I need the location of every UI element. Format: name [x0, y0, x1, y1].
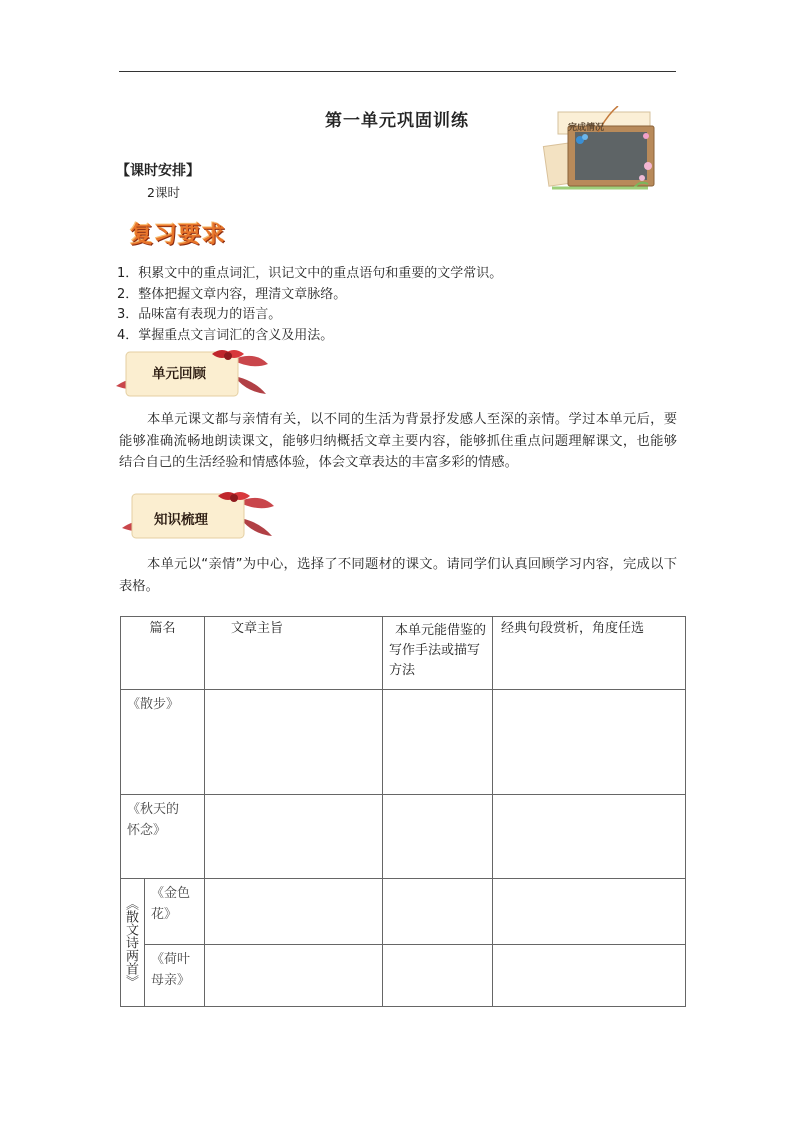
unit-review-label: 单元回顾 — [152, 366, 206, 382]
header-appreciation-cell — [493, 617, 686, 690]
knowledge-label: 知识梳理 — [154, 512, 208, 528]
group-title: 《散文诗两首》 — [123, 897, 138, 988]
table-row — [121, 879, 686, 945]
schedule-label: 【课时安排】 — [116, 163, 200, 179]
review-heading: 复习要求 — [130, 221, 226, 248]
theme-answer-cell[interactable] — [205, 795, 383, 879]
row-title: 《金色花》 — [151, 886, 191, 922]
table-header-row — [121, 617, 686, 690]
technique-answer-cell[interactable] — [383, 879, 493, 945]
table-row — [121, 795, 686, 879]
progress-badge — [538, 106, 662, 194]
group-title-cell — [121, 879, 145, 1007]
requirement-item: 2．整体把握文章内容，理清文章脉络。 — [117, 287, 347, 302]
title-cell — [121, 690, 205, 795]
requirement-item: 4．掌握重点文言词汇的含义及用法。 — [117, 328, 334, 343]
appreciation-answer-cell[interactable] — [493, 795, 686, 879]
title-cell — [145, 945, 205, 1007]
appreciation-answer-cell[interactable] — [493, 945, 686, 1007]
technique-answer-cell[interactable] — [383, 795, 493, 879]
review-table — [120, 616, 686, 1007]
appreciation-answer-cell[interactable] — [493, 879, 686, 945]
requirement-item: 3．品味富有表现力的语言。 — [117, 307, 282, 322]
technique-answer-cell[interactable] — [383, 690, 493, 795]
header-technique: 本单元能借鉴的写作手法或描写方法 — [389, 623, 487, 678]
table-row — [121, 945, 686, 1007]
title-cell — [121, 795, 205, 879]
knowledge-banner — [118, 486, 278, 544]
page-title: 第一单元巩固训练 — [325, 111, 469, 131]
theme-answer-cell[interactable] — [205, 690, 383, 795]
appreciation-answer-cell[interactable] — [493, 690, 686, 795]
row-title: 《荷叶母亲》 — [151, 952, 191, 988]
title-cell — [145, 879, 205, 945]
table-row — [121, 690, 686, 795]
header-theme: 文章主旨 — [231, 621, 284, 636]
header-theme-cell — [205, 617, 383, 690]
knowledge-paragraph: 本单元以“亲情”为中心，选择了不同题材的课文。请同学们认真回顾学习内容，完成以下表格。 — [119, 557, 677, 594]
technique-answer-cell[interactable] — [383, 945, 493, 1007]
header-rule — [119, 71, 676, 72]
header-title-cell — [121, 617, 205, 690]
badge-label: 完成情况 — [568, 123, 605, 133]
row-title: 《秋天的怀念》 — [127, 802, 180, 838]
requirement-item: 1．积累文中的重点词汇，识记文中的重点语句和重要的文学常识。 — [117, 266, 503, 281]
theme-answer-cell[interactable] — [205, 879, 383, 945]
unit-review-paragraph: 本单元课文都与亲情有关，以不同的生活为背景抒发感人至深的亲情。学过本单元后，要能够准确流畅地朗读课文，能够归纳概括文章主要内容，能够抓住重点问题理解课文，也能够结合自己的生活经验和情感体验，体会文章表达的丰富多彩的情感。 — [119, 412, 677, 470]
row-title: 《散步》 — [127, 697, 180, 712]
unit-review-banner — [112, 346, 272, 404]
header-technique-cell — [383, 617, 493, 690]
schedule-value: 2课时 — [147, 185, 180, 200]
header-appreciation: 经典句段赏析，角度任选 — [501, 621, 645, 636]
theme-answer-cell[interactable] — [205, 945, 383, 1007]
header-title: 篇名 — [149, 621, 176, 636]
